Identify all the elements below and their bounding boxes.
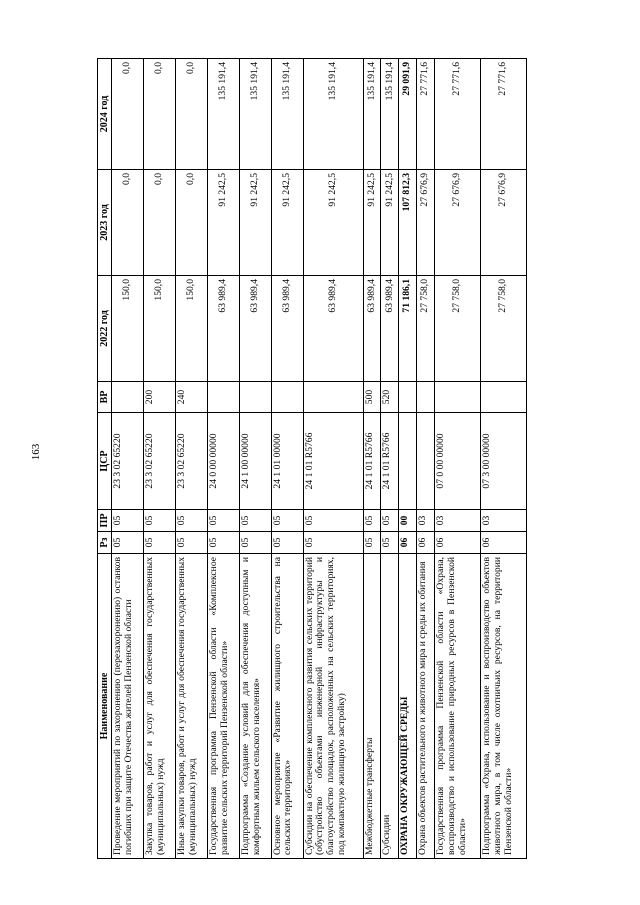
cell-2024: 135 191,4 xyxy=(207,59,239,170)
cell-2022: 27 758,0 xyxy=(481,276,527,382)
header-vr: ВР xyxy=(98,382,112,413)
cell-pr: 05 xyxy=(144,510,176,532)
table-row xyxy=(399,59,417,859)
cell-pr: 05 xyxy=(381,510,399,532)
cell-name: Подпрограмма «Охрана, использование и воспроизводство объектов животного мира, в том числе охотничьих ресурсов, на территории Пензенской области» xyxy=(481,554,527,859)
cell-2024: 135 191,4 xyxy=(271,59,303,170)
cell-vr xyxy=(239,382,271,413)
header-name: Наименование xyxy=(98,554,112,859)
cell-2022: 63 989,4 xyxy=(239,276,271,382)
budget-table xyxy=(97,58,527,859)
cell-2022: 63 989,4 xyxy=(271,276,303,382)
cell-pr: 03 xyxy=(481,510,527,532)
cell-pr: 05 xyxy=(303,510,363,532)
cell-rz: 05 xyxy=(144,532,176,554)
cell-name: Охрана объектов растительного и животного мира и среды их обитания xyxy=(417,554,435,859)
cell-rz: 06 xyxy=(417,532,435,554)
cell-vr xyxy=(112,382,144,413)
cell-2023: 91 242,5 xyxy=(363,170,381,276)
cell-vr xyxy=(207,382,239,413)
cell-2024: 29 091,9 xyxy=(399,59,417,170)
table-row xyxy=(435,59,481,859)
cell-vr: 520 xyxy=(381,382,399,413)
header-2024: 2024 год xyxy=(98,59,112,170)
table-row xyxy=(363,59,381,859)
cell-2022: 71 186,1 xyxy=(399,276,417,382)
budget-table-wrapper xyxy=(97,59,527,859)
cell-name: Иные закупки товаров, работ и услуг для обеспечения государственных (муниципальных) нужд xyxy=(176,554,208,859)
cell-2024: 135 191,4 xyxy=(303,59,363,170)
cell-csr: 23 3 02 65220 xyxy=(144,413,176,510)
cell-csr: 24 1 01 R5766 xyxy=(363,413,381,510)
table-row xyxy=(417,59,435,859)
page-number: 163 xyxy=(30,443,42,461)
header-2022: 2022 год xyxy=(98,276,112,382)
table-body xyxy=(112,59,527,859)
cell-2022: 63 989,4 xyxy=(381,276,399,382)
table-row xyxy=(144,59,176,859)
cell-2023: 27 676,9 xyxy=(481,170,527,276)
cell-pr: 05 xyxy=(176,510,208,532)
cell-rz: 05 xyxy=(381,532,399,554)
cell-2022: 63 989,4 xyxy=(363,276,381,382)
cell-csr: 23 3 02 65220 xyxy=(112,413,144,510)
cell-2023: 27 676,9 xyxy=(417,170,435,276)
cell-2022: 150,0 xyxy=(176,276,208,382)
table-header-row xyxy=(98,59,112,859)
cell-name: Субсидии xyxy=(381,554,399,859)
cell-pr: 05 xyxy=(112,510,144,532)
cell-2024: 135 191,4 xyxy=(239,59,271,170)
cell-vr: 200 xyxy=(144,382,176,413)
cell-vr: 240 xyxy=(176,382,208,413)
cell-name: Проведение мероприятий по захоронению (перезахоронению) останков погибших при защите Отечества жителей Пензенской области xyxy=(112,554,144,859)
cell-vr xyxy=(399,382,417,413)
table-row xyxy=(271,59,303,859)
cell-rz: 05 xyxy=(271,532,303,554)
cell-rz: 06 xyxy=(399,532,417,554)
table-row xyxy=(112,59,144,859)
cell-rz: 05 xyxy=(363,532,381,554)
cell-2024: 27 771,6 xyxy=(481,59,527,170)
cell-vr xyxy=(481,382,527,413)
table-row xyxy=(207,59,239,859)
table-row xyxy=(481,59,527,859)
cell-2022: 63 989,4 xyxy=(303,276,363,382)
header-pr: ПР xyxy=(98,510,112,532)
cell-pr: 03 xyxy=(417,510,435,532)
cell-rz: 06 xyxy=(481,532,527,554)
table-row xyxy=(381,59,399,859)
cell-2023: 91 242,5 xyxy=(239,170,271,276)
cell-vr xyxy=(435,382,481,413)
cell-2023: 107 812,3 xyxy=(399,170,417,276)
cell-2022: 150,0 xyxy=(112,276,144,382)
cell-2023: 27 676,9 xyxy=(435,170,481,276)
cell-vr xyxy=(271,382,303,413)
header-rz: Рз xyxy=(98,532,112,554)
cell-2024: 0,0 xyxy=(176,59,208,170)
cell-2022: 27 758,0 xyxy=(435,276,481,382)
cell-pr: 05 xyxy=(271,510,303,532)
cell-vr xyxy=(417,382,435,413)
cell-name: Межбюджетные трансферты xyxy=(363,554,381,859)
cell-csr: 24 1 01 R5766 xyxy=(381,413,399,510)
cell-csr: 24 1 01 00000 xyxy=(271,413,303,510)
cell-pr: 05 xyxy=(363,510,381,532)
cell-rz: 05 xyxy=(112,532,144,554)
cell-name: Государственная программа Пензенской области «Комплексное развитие сельских территорий Пензенской области» xyxy=(207,554,239,859)
cell-2024: 0,0 xyxy=(112,59,144,170)
cell-2024: 27 771,6 xyxy=(417,59,435,170)
cell-2023: 91 242,5 xyxy=(303,170,363,276)
table-row xyxy=(303,59,363,859)
cell-2024: 0,0 xyxy=(144,59,176,170)
cell-2023: 0,0 xyxy=(112,170,144,276)
cell-2023: 0,0 xyxy=(176,170,208,276)
cell-2024: 135 191,4 xyxy=(363,59,381,170)
cell-2024: 27 771,6 xyxy=(435,59,481,170)
cell-2023: 0,0 xyxy=(144,170,176,276)
cell-csr: 07 0 00 00000 xyxy=(435,413,481,510)
cell-rz: 05 xyxy=(239,532,271,554)
cell-vr: 500 xyxy=(363,382,381,413)
cell-2023: 91 242,5 xyxy=(207,170,239,276)
cell-pr: 00 xyxy=(399,510,417,532)
cell-name: Закупка товаров, работ и услуг для обеспечения государственных (муниципальных) нужд xyxy=(144,554,176,859)
cell-2022: 63 989,4 xyxy=(207,276,239,382)
cell-name: Субсидии на обеспечение комплексного развития сельских территорий (обустройство объектами инженерной инфраструктуры и благоустройство площадок, расположенных на сельских территориях, под компактную жилищную застройку) xyxy=(303,554,363,859)
cell-csr: 24 0 00 00000 xyxy=(207,413,239,510)
cell-csr: 24 1 01 R5766 xyxy=(303,413,363,510)
cell-2022: 150,0 xyxy=(144,276,176,382)
cell-csr: 07 3 00 00000 xyxy=(481,413,527,510)
cell-name: Государственная программа Пензенской области «Охрана, воспроизводство и использование природных ресурсов в Пензенской области» xyxy=(435,554,481,859)
cell-rz: 05 xyxy=(176,532,208,554)
cell-vr xyxy=(303,382,363,413)
cell-csr: 23 3 02 65220 xyxy=(176,413,208,510)
cell-csr: 24 1 00 00000 xyxy=(239,413,271,510)
header-csr: ЦСР xyxy=(98,413,112,510)
cell-pr: 05 xyxy=(207,510,239,532)
cell-rz: 05 xyxy=(207,532,239,554)
cell-2023: 91 242,5 xyxy=(381,170,399,276)
cell-2022: 27 758,0 xyxy=(417,276,435,382)
cell-name: ОХРАНА ОКРУЖАЮЩЕЙ СРЕДЫ xyxy=(399,554,417,859)
cell-csr xyxy=(417,413,435,510)
cell-pr: 05 xyxy=(239,510,271,532)
cell-name: Основное мероприятие «Развитие жилищного строительства на сельских территориях» xyxy=(271,554,303,859)
cell-2023: 91 242,5 xyxy=(271,170,303,276)
cell-2024: 135 191,4 xyxy=(381,59,399,170)
table-row xyxy=(176,59,208,859)
header-2023: 2023 год xyxy=(98,170,112,276)
cell-name: Подпрограмма «Создание условий для обеспечения доступным и комфортным жильем сельского населения» xyxy=(239,554,271,859)
cell-rz: 05 xyxy=(303,532,363,554)
table-row xyxy=(239,59,271,859)
cell-rz: 06 xyxy=(435,532,481,554)
cell-pr: 03 xyxy=(435,510,481,532)
cell-csr xyxy=(399,413,417,510)
